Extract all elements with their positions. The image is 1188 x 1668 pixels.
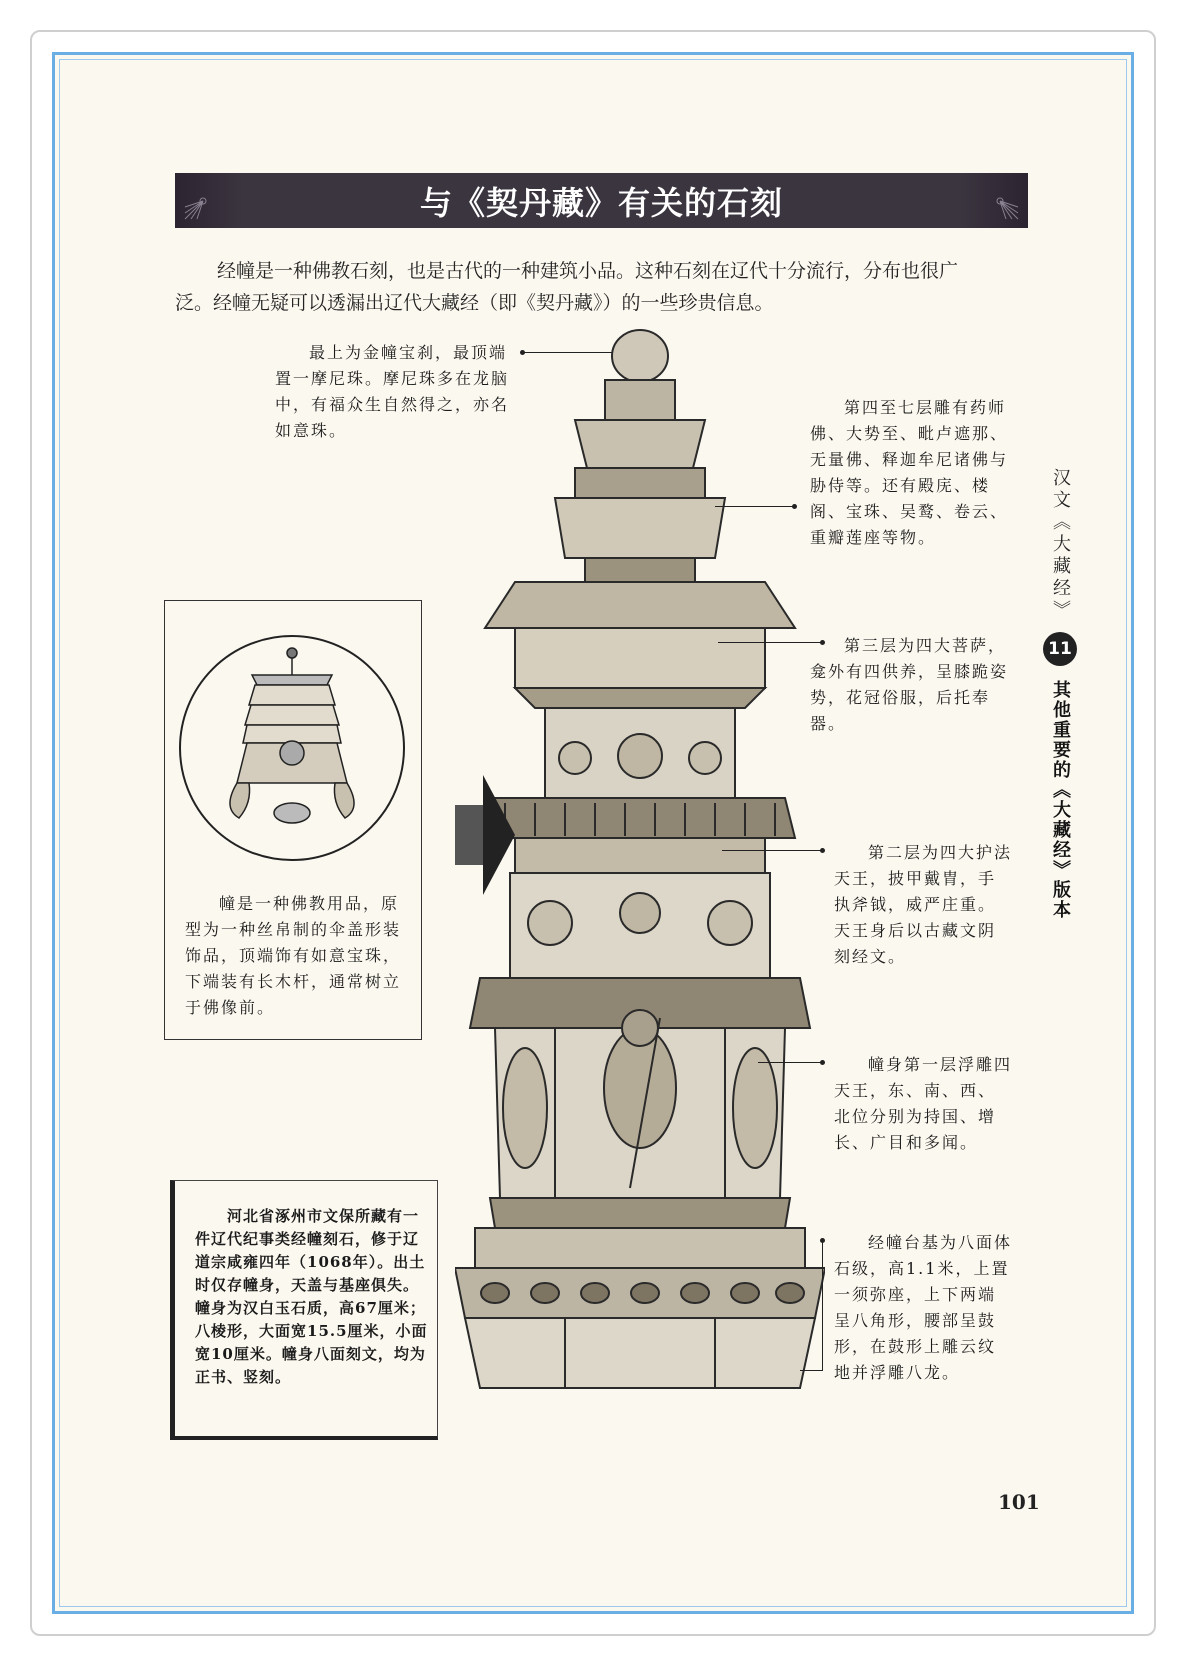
leader-line-base (822, 1240, 823, 1370)
caption-layer-3: 第三层为四大菩萨，龛外有四供养，呈膝跪姿势，花冠俗服，后托奉器。 (810, 636, 1009, 733)
caption-layer-1: 幢身第一层浮雕四天王，东、南、西、北位分别为持国、增长、广目和多闻。 (834, 1055, 1013, 1152)
caption-top-spire: 最上为金幢宝刹，最顶端置一摩尼珠。摩尼珠多在龙脑中，有福众生自然得之，亦名如意珠。 (275, 343, 510, 440)
leader-line-top (522, 352, 612, 353)
leader-line-layers-4-7 (715, 506, 795, 507)
right-arrow-icon (455, 775, 515, 895)
leader-dot (820, 1060, 825, 1065)
section-title: 与《契丹藏》有关的石刻 (419, 183, 783, 222)
historical-note-text: 河北省涿州市文保所藏有一件辽代纪事类经幢刻石，修于辽道宗咸雍四年（1068年）。出土时仅存幢身，天盖与基座俱失。幢身为汉白玉石质，高67厘米；八棱形，大面宽15.5厘米，小面宽10厘米。幢身八面刻文，均为正书、竖刻。 (195, 1207, 428, 1386)
intro-paragraph: 经幢是一种佛教石刻，也是古代的一种建筑小品。这种石刻在辽代十分流行，分布也很广泛。经幢无疑可以透漏出辽代大藏经（即《契丹藏》）的一些珍贵信息。 (175, 260, 959, 314)
leader-line-layer-2 (722, 850, 822, 851)
title-bar (175, 173, 1028, 228)
chapter-title: 其他重要的《大藏经》版本 (1050, 680, 1071, 920)
leader-dot (820, 1238, 825, 1243)
series-title: 汉文《大藏经》 (1050, 468, 1071, 622)
leader-dot (520, 350, 525, 355)
leader-line-layer-1 (758, 1062, 823, 1063)
banner-canopy-illustration (177, 633, 407, 863)
chapter-side-tab (1040, 468, 1080, 920)
caption-base: 经幢台基为八面体石级，高1.1米，上置一须弥座，上下两端呈八角形，腰部呈鼓形，在鼓形上雕云纹地并浮雕八龙。 (834, 1233, 1013, 1382)
banner-illustration-box (164, 600, 422, 1040)
banner-caption: 幢是一种佛教用品，原型为一种丝帛制的伞盖形装饰品，顶端饰有如意宝珠，下端装有长木杆，通常树立于佛像前。 (185, 894, 402, 1017)
lotus-ornament-icon (978, 179, 1022, 223)
leader-dot (792, 504, 797, 509)
leader-line-layer-3 (718, 642, 823, 643)
leader-line-base-h (800, 1370, 823, 1371)
caption-layer-2: 第二层为四大护法天王，披甲戴胄，手执斧钺，威严庄重。天王身后以古藏文阴刻经文。 (834, 843, 1013, 966)
page-number: 101 (998, 1490, 1040, 1514)
chapter-number-badge: 11 (1043, 632, 1077, 666)
lotus-ornament-icon (181, 179, 225, 223)
leader-dot (820, 848, 825, 853)
historical-note-box (170, 1180, 438, 1440)
caption-layers-4-7: 第四至七层雕有药师佛、大势至、毗卢遮那、无量佛、释迦牟尼诸佛与胁侍等。还有殿庑、楼阁、宝珠、吴鹜、卷云、重瓣莲座等物。 (810, 398, 1009, 547)
